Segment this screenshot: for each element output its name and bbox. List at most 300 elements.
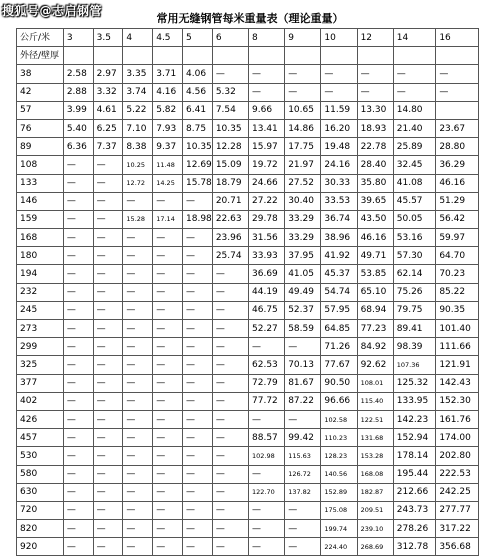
weight-cell: — — [63, 374, 93, 392]
weight-cell: 22.63 — [212, 210, 248, 228]
weight-cell: 6.36 — [63, 138, 93, 156]
weight-cell: — — [63, 301, 93, 319]
empty-cell — [63, 47, 93, 65]
weight-cell: — — [93, 229, 123, 247]
weight-cell: 182.87 — [357, 483, 393, 501]
empty-cell — [436, 47, 479, 65]
weight-cell: — — [183, 356, 213, 374]
table-row — [17, 320, 479, 338]
weight-cell: — — [93, 465, 123, 483]
weight-cell: — — [249, 65, 285, 83]
row-label-row — [17, 47, 479, 65]
weight-cell: — — [285, 538, 321, 556]
weight-cell: 59.97 — [436, 229, 479, 247]
empty-cell — [93, 47, 123, 65]
weight-cell: 8.75 — [183, 119, 213, 137]
weight-cell: 54.74 — [321, 283, 357, 301]
outer-diameter-cell: 38 — [17, 65, 64, 83]
weight-cell: — — [285, 410, 321, 428]
table-row — [17, 429, 479, 447]
weight-cell: — — [183, 301, 213, 319]
weight-cell: 33.29 — [285, 210, 321, 228]
weight-cell: — — [93, 210, 123, 228]
weight-cell: — — [63, 483, 93, 501]
weight-cell: — — [93, 283, 123, 301]
outer-diameter-cell: 530 — [17, 447, 64, 465]
weight-cell: — — [183, 374, 213, 392]
header-row — [17, 29, 479, 47]
weight-cell: 4.16 — [153, 83, 183, 101]
weight-cell: — — [153, 356, 183, 374]
weight-cell: 77.67 — [321, 356, 357, 374]
weight-cell: — — [212, 320, 248, 338]
weight-cell: — — [285, 338, 321, 356]
weight-cell: 38.96 — [321, 229, 357, 247]
weight-cell: — — [212, 265, 248, 283]
weight-cell: 15.28 — [123, 210, 153, 228]
weight-cell: 243.73 — [393, 501, 436, 519]
weight-cell: 5.40 — [63, 119, 93, 137]
weight-cell: 101.40 — [436, 320, 479, 338]
weight-cell: — — [212, 283, 248, 301]
weight-cell: 96.66 — [321, 392, 357, 410]
outer-diameter-cell: 457 — [17, 429, 64, 447]
weight-cell: — — [93, 356, 123, 374]
weight-cell: — — [321, 83, 357, 101]
weight-cell: — — [93, 483, 123, 501]
weight-cell: 2.88 — [63, 83, 93, 101]
weight-cell: 41.92 — [321, 247, 357, 265]
weight-cell: 312.78 — [393, 538, 436, 556]
weight-cell: 6.41 — [183, 101, 213, 119]
table-row — [17, 83, 479, 101]
table-row — [17, 374, 479, 392]
weight-cell: 57.95 — [321, 301, 357, 319]
weight-cell: — — [93, 374, 123, 392]
weight-cell: 110.23 — [321, 429, 357, 447]
weight-cell: 9.66 — [249, 101, 285, 119]
table-row — [17, 410, 479, 428]
weight-cell: 27.52 — [285, 174, 321, 192]
weight-cell: — — [212, 338, 248, 356]
weight-cell: — — [249, 520, 285, 538]
weight-cell: — — [123, 192, 153, 210]
weight-cell: — — [93, 192, 123, 210]
weight-cell: — — [153, 392, 183, 410]
weight-cell: 277.77 — [436, 501, 479, 519]
weight-cell: 3.74 — [123, 83, 153, 101]
table-row — [17, 156, 479, 174]
weight-cell: — — [183, 338, 213, 356]
weight-cell: — — [249, 83, 285, 101]
weight-cell: 98.39 — [393, 338, 436, 356]
table-row — [17, 265, 479, 283]
weight-cell: 178.14 — [393, 447, 436, 465]
weight-cell: — — [63, 392, 93, 410]
weight-cell: 5.22 — [123, 101, 153, 119]
weight-cell: 17.75 — [285, 138, 321, 156]
weight-cell: 30.33 — [321, 174, 357, 192]
table-row — [17, 392, 479, 410]
weight-cell: — — [285, 83, 321, 101]
weight-cell: 52.27 — [249, 320, 285, 338]
weight-cell: — — [63, 174, 93, 192]
weight-cell: 62.53 — [249, 356, 285, 374]
weight-cell: — — [153, 520, 183, 538]
weight-cell: 29.78 — [249, 210, 285, 228]
weight-cell: — — [249, 338, 285, 356]
weight-cell: 22.78 — [357, 138, 393, 156]
weight-cell: 6.25 — [93, 119, 123, 137]
weight-cell: 3.32 — [93, 83, 123, 101]
table-body — [17, 29, 479, 556]
outer-diameter-cell: 299 — [17, 338, 64, 356]
empty-cell — [183, 47, 213, 65]
weight-cell: 71.26 — [321, 338, 357, 356]
weight-cell: 53.85 — [357, 265, 393, 283]
weight-cell: — — [93, 429, 123, 447]
weight-cell: — — [357, 65, 393, 83]
weight-cell: — — [212, 465, 248, 483]
weight-cell: — — [123, 320, 153, 338]
weight-cell: 115.40 — [357, 392, 393, 410]
weight-cell: 12.28 — [212, 138, 248, 156]
row-header-label-cell: 外径/壁厚 — [17, 47, 64, 65]
table-row — [17, 210, 479, 228]
table-row — [17, 138, 479, 156]
weight-cell: 56.42 — [436, 210, 479, 228]
weight-cell: — — [153, 229, 183, 247]
weight-cell: — — [183, 283, 213, 301]
weight-cell: 11.59 — [321, 101, 357, 119]
weight-cell: 15.78 — [183, 174, 213, 192]
weight-cell: — — [212, 410, 248, 428]
outer-diameter-cell: 76 — [17, 119, 64, 137]
weight-cell: — — [93, 520, 123, 538]
weight-cell: 87.22 — [285, 392, 321, 410]
table-row — [17, 356, 479, 374]
weight-cell: 121.91 — [436, 356, 479, 374]
weight-cell: 68.94 — [357, 301, 393, 319]
weight-cell: 46.75 — [249, 301, 285, 319]
thickness-header-cell: 5 — [183, 29, 213, 47]
weight-cell: 10.25 — [123, 156, 153, 174]
weight-cell: 242.25 — [436, 483, 479, 501]
unit-header-cell: 公斤/米 — [17, 29, 64, 47]
outer-diameter-cell: 377 — [17, 374, 64, 392]
weight-cell: — — [153, 465, 183, 483]
weight-cell: — — [153, 374, 183, 392]
weight-cell: — — [183, 429, 213, 447]
weight-cell: 126.72 — [285, 465, 321, 483]
table-row — [17, 192, 479, 210]
weight-cell: 25.89 — [393, 138, 436, 156]
weight-cell: — — [183, 192, 213, 210]
weight-cell: — — [436, 65, 479, 83]
weight-cell: 44.19 — [249, 283, 285, 301]
weight-cell: 49.71 — [357, 247, 393, 265]
weight-cell: 24.16 — [321, 156, 357, 174]
empty-cell — [249, 47, 285, 65]
outer-diameter-cell: 325 — [17, 356, 64, 374]
weight-cell: 10.35 — [183, 138, 213, 156]
weight-cell: 5.82 — [153, 101, 183, 119]
thickness-header-cell: 3 — [63, 29, 93, 47]
weight-cell: 41.08 — [393, 174, 436, 192]
weight-cell: — — [93, 410, 123, 428]
weight-cell: — — [153, 283, 183, 301]
weight-cell: — — [93, 338, 123, 356]
outer-diameter-cell: 108 — [17, 156, 64, 174]
weight-cell: 102.58 — [321, 410, 357, 428]
empty-cell — [285, 47, 321, 65]
weight-cell: 45.57 — [393, 192, 436, 210]
weight-cell: — — [93, 538, 123, 556]
outer-diameter-cell: 180 — [17, 247, 64, 265]
weight-cell: 17.14 — [153, 210, 183, 228]
table-row — [17, 501, 479, 519]
thickness-header-cell: 12 — [357, 29, 393, 47]
weight-cell: 85.22 — [436, 283, 479, 301]
outer-diameter-cell: 146 — [17, 192, 64, 210]
weight-cell: 199.74 — [321, 520, 357, 538]
weight-cell: — — [183, 320, 213, 338]
weight-cell: 2.97 — [93, 65, 123, 83]
thickness-header-cell: 10 — [321, 29, 357, 47]
weight-cell: — — [153, 410, 183, 428]
weight-cell: 39.65 — [357, 192, 393, 210]
weight-cell: 131.68 — [357, 429, 393, 447]
weight-cell: — — [183, 447, 213, 465]
weight-cell: 36.74 — [321, 210, 357, 228]
weight-cell: 14.80 — [393, 101, 436, 119]
weight-cell: 168.08 — [357, 465, 393, 483]
weight-cell: — — [63, 156, 93, 174]
weight-cell: — — [123, 301, 153, 319]
weight-cell: 21.40 — [393, 119, 436, 137]
weight-cell: 209.51 — [357, 501, 393, 519]
weight-cell: 81.67 — [285, 374, 321, 392]
weight-cell: — — [153, 501, 183, 519]
weight-cell: 14.25 — [153, 174, 183, 192]
weight-cell: 23.96 — [212, 229, 248, 247]
weight-cell: — — [63, 192, 93, 210]
weight-cell: 33.53 — [321, 192, 357, 210]
weight-cell: 222.53 — [436, 465, 479, 483]
weight-cell: 13.30 — [357, 101, 393, 119]
outer-diameter-cell: 720 — [17, 501, 64, 519]
weight-cell: 3.35 — [123, 65, 153, 83]
weight-cell — [436, 101, 479, 119]
weight-cell: 41.05 — [285, 265, 321, 283]
outer-diameter-cell: 245 — [17, 301, 64, 319]
weight-cell: — — [183, 392, 213, 410]
weight-cell: 142.23 — [393, 410, 436, 428]
weight-cell: 53.16 — [393, 229, 436, 247]
weight-cell: — — [93, 247, 123, 265]
weight-cell: — — [285, 520, 321, 538]
thickness-header-cell: 3.5 — [93, 29, 123, 47]
table-row — [17, 119, 479, 137]
weight-cell: 195.44 — [393, 465, 436, 483]
weight-cell: — — [212, 374, 248, 392]
weight-cell: — — [249, 410, 285, 428]
weight-cell: 31.56 — [249, 229, 285, 247]
weight-cell: — — [123, 356, 153, 374]
weight-cell: — — [285, 65, 321, 83]
weight-cell: — — [63, 429, 93, 447]
weight-cell: 268.69 — [357, 538, 393, 556]
weight-cell: — — [249, 465, 285, 483]
weight-cell: 18.93 — [357, 119, 393, 137]
weight-cell: — — [183, 465, 213, 483]
table-row — [17, 101, 479, 119]
weight-cell: 45.37 — [321, 265, 357, 283]
weight-cell: 43.50 — [357, 210, 393, 228]
outer-diameter-cell: 273 — [17, 320, 64, 338]
weight-cell: — — [153, 265, 183, 283]
weight-cell: — — [212, 429, 248, 447]
weight-cell: — — [93, 174, 123, 192]
weight-cell: 122.51 — [357, 410, 393, 428]
weight-cell: 18.98 — [183, 210, 213, 228]
weight-cell: 18.79 — [212, 174, 248, 192]
weight-cell: 142.43 — [436, 374, 479, 392]
weight-cell: 46.16 — [357, 229, 393, 247]
weight-cell: 99.42 — [285, 429, 321, 447]
weight-cell: — — [123, 374, 153, 392]
weight-cell: — — [153, 338, 183, 356]
weight-cell: — — [183, 483, 213, 501]
weight-cell: — — [183, 265, 213, 283]
weight-cell: 32.45 — [393, 156, 436, 174]
weight-cell: — — [153, 301, 183, 319]
weight-cell: — — [63, 465, 93, 483]
weight-cell: — — [123, 410, 153, 428]
weight-cell: 2.58 — [63, 65, 93, 83]
weight-cell: 152.94 — [393, 429, 436, 447]
thickness-header-cell: 9 — [285, 29, 321, 47]
weight-cell: 115.63 — [285, 447, 321, 465]
weight-cell: 19.48 — [321, 138, 357, 156]
table-row — [17, 465, 479, 483]
outer-diameter-cell: 426 — [17, 410, 64, 428]
weight-cell: 13.41 — [249, 119, 285, 137]
weight-cell: 33.93 — [249, 247, 285, 265]
weight-cell: — — [93, 320, 123, 338]
weight-cell: — — [63, 265, 93, 283]
table-row — [17, 65, 479, 83]
weight-cell: 28.80 — [436, 138, 479, 156]
outer-diameter-cell: 630 — [17, 483, 64, 501]
weight-cell: — — [436, 83, 479, 101]
empty-cell — [321, 47, 357, 65]
table-row — [17, 229, 479, 247]
weight-cell: — — [153, 192, 183, 210]
weight-cell: 152.30 — [436, 392, 479, 410]
weight-cell: — — [63, 356, 93, 374]
weight-cell: 37.95 — [285, 247, 321, 265]
outer-diameter-cell: 168 — [17, 229, 64, 247]
weight-cell: 79.75 — [393, 301, 436, 319]
weight-cell: 7.93 — [153, 119, 183, 137]
weight-cell: — — [393, 83, 436, 101]
weight-cell: — — [212, 483, 248, 501]
weight-cell: — — [123, 501, 153, 519]
weight-cell: — — [183, 229, 213, 247]
outer-diameter-cell: 159 — [17, 210, 64, 228]
empty-cell — [123, 47, 153, 65]
weight-cell: 64.70 — [436, 247, 479, 265]
weight-cell: 4.61 — [93, 101, 123, 119]
weight-cell: 23.67 — [436, 119, 479, 137]
outer-diameter-cell: 42 — [17, 83, 64, 101]
weight-cell: 137.82 — [285, 483, 321, 501]
weight-cell: 239.10 — [357, 520, 393, 538]
empty-cell — [212, 47, 248, 65]
weight-cell: 14.86 — [285, 119, 321, 137]
outer-diameter-cell: 402 — [17, 392, 64, 410]
weight-cell: 152.89 — [321, 483, 357, 501]
weight-cell: 20.71 — [212, 192, 248, 210]
weight-cell: 51.29 — [436, 192, 479, 210]
table-row — [17, 247, 479, 265]
weight-cell: — — [183, 247, 213, 265]
weight-cell: 58.59 — [285, 320, 321, 338]
weight-cell: 140.56 — [321, 465, 357, 483]
weight-cell: 33.29 — [285, 229, 321, 247]
weight-cell: 9.37 — [153, 138, 183, 156]
weight-cell: — — [123, 229, 153, 247]
weight-cell: — — [357, 83, 393, 101]
weight-cell: — — [63, 283, 93, 301]
weight-cell: — — [63, 520, 93, 538]
weight-cell: — — [123, 483, 153, 501]
weight-cell: 30.40 — [285, 192, 321, 210]
weight-cell: 7.10 — [123, 119, 153, 137]
weight-cell: — — [153, 447, 183, 465]
weight-cell: 90.35 — [436, 301, 479, 319]
weight-cell: — — [321, 65, 357, 83]
weight-cell: 28.40 — [357, 156, 393, 174]
weight-cell: 202.80 — [436, 447, 479, 465]
weight-cell: — — [93, 156, 123, 174]
outer-diameter-cell: 820 — [17, 520, 64, 538]
weight-cell: 4.06 — [183, 65, 213, 83]
outer-diameter-cell: 920 — [17, 538, 64, 556]
weight-cell: — — [123, 265, 153, 283]
weight-cell: — — [285, 501, 321, 519]
thickness-header-cell: 16 — [436, 29, 479, 47]
weight-cell: — — [123, 429, 153, 447]
weight-cell: 5.32 — [212, 83, 248, 101]
weight-cell: 19.72 — [249, 156, 285, 174]
weight-cell: 11.48 — [153, 156, 183, 174]
weight-cell: 70.23 — [436, 265, 479, 283]
steel-weight-table — [16, 28, 479, 556]
weight-cell: 15.09 — [212, 156, 248, 174]
weight-cell: 84.92 — [357, 338, 393, 356]
weight-cell: — — [393, 65, 436, 83]
weight-cell: — — [93, 265, 123, 283]
weight-cell: — — [63, 501, 93, 519]
empty-cell — [153, 47, 183, 65]
weight-cell: — — [212, 538, 248, 556]
weight-cell: — — [212, 501, 248, 519]
weight-cell: 107.36 — [393, 356, 436, 374]
weight-cell: — — [93, 392, 123, 410]
outer-diameter-cell: 89 — [17, 138, 64, 156]
